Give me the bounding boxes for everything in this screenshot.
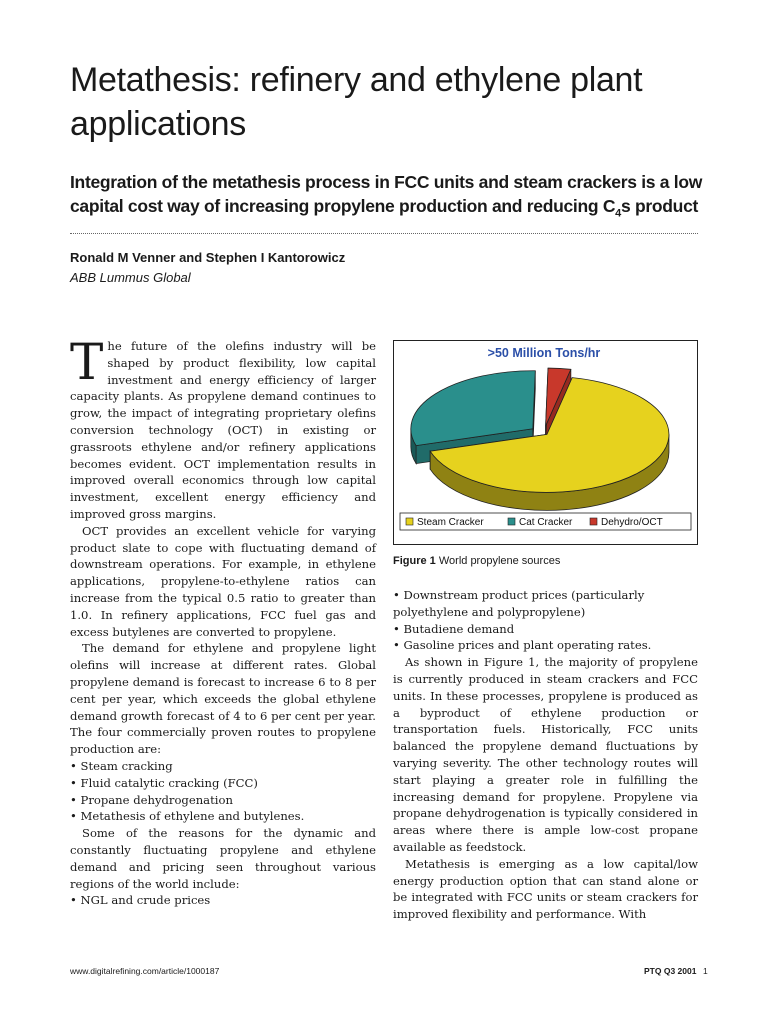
legend-label: Steam Cracker (417, 517, 484, 528)
legend-swatch (590, 518, 597, 525)
paragraph: Some of the reasons for the dynamic and constantly fluctuating propylene and ethylene demand and pricing seen throughout various regions of the world include: (70, 826, 376, 891)
legend-swatch (406, 518, 413, 525)
bullet-item: • Fluid catalytic cracking (FCC) (70, 775, 258, 790)
subtitle-main: Integration of the metathesis process in FCC units and steam crackers is a low capital cost way of increasing propylene production and reducing C (70, 172, 703, 216)
legend-label: Cat Cracker (519, 517, 573, 528)
page-number: 1 (703, 966, 708, 976)
footer-url[interactable]: www.digitalrefining.com/article/1000187 (70, 966, 220, 976)
body-column-left (70, 333, 376, 909)
bullet-item: • NGL and crude prices (70, 893, 211, 908)
footer-issue: PTQ Q3 2001 (644, 966, 697, 976)
authors: Ronald M Venner and Stephen I Kantorowicz (70, 250, 346, 265)
pie-chart (394, 341, 697, 544)
legend-label: Dehydro/OCT (601, 517, 663, 528)
subtitle-end: s product (621, 196, 699, 216)
body-column-right (393, 587, 698, 923)
paragraph: As shown in Figure 1, the majority of propylene is currently produced in steam crackers and FCC units. In these processes, propylene is produced as a byproduct of ethylene production or transportation fuels. Historically, FCC units balanced the propylene demand fluctuations by varying severity. The other technology routes will start playing a greater role in fulfilling the increasing demand for propylene. Propylene via propane dehydrogenation is typically considered in areas where there is ample low-cost propane available as feedstock. (393, 655, 698, 854)
subtitle-subscript: 4 (615, 207, 621, 220)
figure-caption (393, 555, 560, 567)
dotted-divider (70, 233, 698, 234)
paragraph: Metathesis is emerging as a low capital/low energy production option that can stand alone or be integrated with FCC units or steam crackers for improved flexibility and performance. With (393, 856, 698, 922)
caption-label: Figure 1 (393, 555, 436, 567)
paragraph: The demand for ethylene and propylene light olefins will increase at different rates. Global propylene demand is forecast to increase 6 to 8 per cent per year, which exceeds the global ethylene demand growth forecast of 4 to 6 per cent per year. The four commercially proven routes to propylene production are: (70, 641, 376, 757)
legend-swatch (508, 518, 515, 525)
figure-chart-frame (393, 340, 698, 545)
affiliation: ABB Lummus Global (70, 270, 191, 285)
paragraph: he future of the olefins industry will be shaped by product flexibility, low capital investment and energy efficiency of larger capacity plants. As propylene demand continues to grow, the impact of integrating proprietary olefins conversion technology (OCT) in existing or grassroots ethylene and/or refinery applications becomes evident. OCT implementation results in improved overall economics through low capital investment, excellent energy efficiency and improved gross margins. (70, 339, 376, 521)
caption-text: World propylene sources (438, 555, 561, 567)
chart-title: >50 Million Tons/hr (487, 346, 601, 360)
article-title: Metathesis: refinery and ethylene plant applications (70, 61, 643, 143)
bullet-item: • Downstream product prices (particularly polyethylene and polypropylene) (393, 588, 645, 619)
bullet-item: • Gasoline prices and plant operating rates. (393, 638, 652, 653)
bullet-item: • Steam cracking (70, 758, 173, 773)
article-subtitle (70, 170, 720, 226)
bullet-item: • Propane dehydrogenation (70, 792, 233, 807)
bullet-item: • Butadiene demand (393, 621, 515, 636)
paragraph: OCT provides an excellent vehicle for varying product slate to cope with fluctuating demand of downstream operations. For example, in ethylene applications, propylene-to-ethylene ratios can increase from the typical 0.5 ratio to greater than 1.0. In refinery applications, FCC fuel gas and excess butylenes are converted to propylene. (70, 523, 376, 639)
bullet-item: • Metathesis of ethylene and butylenes. (70, 809, 305, 824)
drop-cap: T (70, 333, 104, 391)
